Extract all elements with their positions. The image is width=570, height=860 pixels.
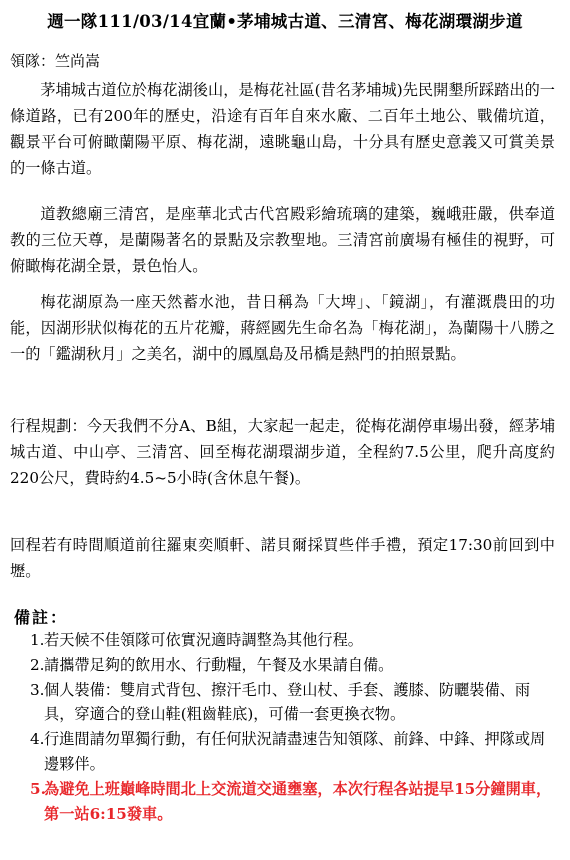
- note-item: [30, 628, 555, 653]
- note-text: 為避免上班巔峰時間北上交流道交通壅塞，本次行程各站提早15分鐘開車，第一站6:15發車。: [44, 779, 552, 823]
- note-text: 個人裝備：雙肩式背包、擦汗毛巾、登山杖、手套、護膝、防曬裝備、雨具，穿適合的登山鞋(粗齒鞋底)，可備一套更換衣物。: [44, 680, 530, 724]
- paragraph-maopucheng-trail: 茅埔城古道位於梅花湖後山，是梅花社區(昔名茅埔城)先民開墾所踩踏出的一條道路，已有200年的歷史，沿途有百年自來水廠、二百年土地公、戰備坑道，觀景平台可俯瞰蘭陽平原、梅花湖，遠眺龜山島，十分具有歷史意義又可賞美景的一條古道。: [10, 81, 555, 177]
- note-text: 行進間請勿單獨行動，有任何狀況請盡速告知領隊、前鋒、中鋒、押隊或周邊夥伴。: [44, 730, 546, 773]
- note-item: [30, 653, 555, 678]
- note-item: [30, 727, 555, 777]
- note-number: 4.: [30, 730, 45, 749]
- note-item: [30, 678, 555, 728]
- document-title: 週一隊111/03/14宜蘭•茅埔城古道、三清宮、梅花湖環湖步道: [47, 12, 523, 31]
- note-number: 5.: [30, 779, 46, 798]
- note-number: 2.: [30, 655, 45, 674]
- notes-list: [30, 628, 555, 826]
- itinerary-paragraph: 行程規劃：今天我們不分A、B組，大家起一起走，從梅花湖停車場出發，經茅埔城古道、中山亭、三清宮、回至梅花湖環湖步道，全程約7.5公里，爬升高度約220公尺，費時約4.5~5小時(含休息午餐)。: [10, 417, 555, 487]
- note-text: 請攜帶足夠的飲用水、行動糧，午餐及水果請自備。: [44, 655, 394, 674]
- note-number: 3.: [30, 680, 45, 699]
- note-number: 1.: [30, 631, 45, 649]
- note-item-departure-alert: [30, 777, 555, 827]
- notes-heading: 備註：: [14, 608, 69, 627]
- return-trip-paragraph: 回程若有時間順道前往羅東奕順軒、諾貝爾採買些伴手禮，預定17:30前回到中壢。: [10, 536, 555, 580]
- leader-line: 領隊：竺尚嵩: [10, 52, 101, 70]
- note-text: 若天候不佳領隊可依實況適時調整為其他行程。: [44, 631, 363, 649]
- paragraph-sanqing-temple: 道教總廟三清宮，是座華北式古代宮殿彩繪琉璃的建築，巍峨莊嚴，供奉道教的三位天尊，是蘭陽著名的景點及宗教聖地。三清宮前廣場有極佳的視野，可俯瞰梅花湖全景，景色怡人。: [10, 205, 555, 275]
- paragraph-meihua-lake: 梅花湖原為一座天然蓄水池，昔日稱為「大埤」、「鏡湖」，有灌溉農田的功能，因湖形狀似梅花的五片花瓣，蔣經國先生命名為「梅花湖」，為蘭陽十八勝之一的「鑑湖秋月」之美名，湖中的鳳凰島及吊橋是熱門的拍照景點。: [10, 293, 555, 363]
